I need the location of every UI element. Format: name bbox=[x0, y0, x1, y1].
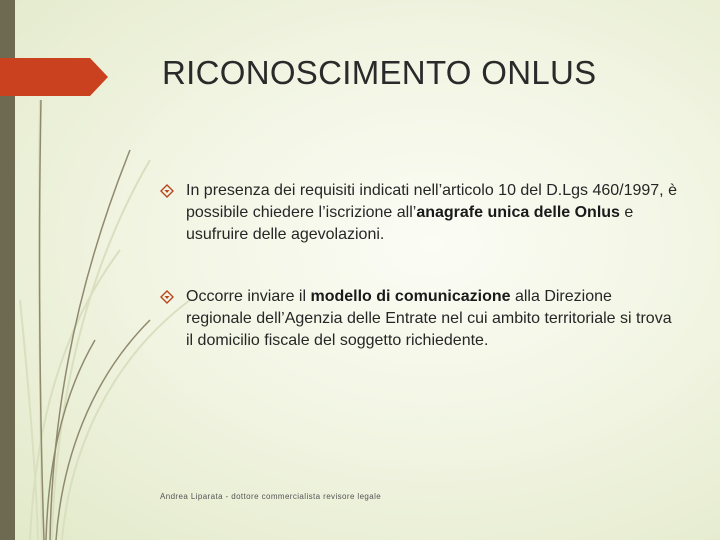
slide-title: RICONOSCIMENTO ONLUS bbox=[162, 54, 597, 91]
bullet-text-segment: Occorre inviare il bbox=[186, 288, 311, 305]
bullet-item-1 bbox=[160, 180, 680, 246]
bullet-bold-text: modello di comunicazione bbox=[310, 288, 511, 305]
bullet-text-2 bbox=[186, 286, 680, 352]
diamond-arrow-icon bbox=[160, 290, 174, 304]
footer-author: Andrea Liparata - dottore commercialista revisore legale bbox=[160, 492, 382, 501]
title-accent-tab bbox=[0, 58, 108, 96]
bullet-text-segment: In presenza dei requisiti indicati nell’articolo 10 del D.Lgs 460/1997, è possibile chiedere l’iscrizione all’ bbox=[186, 182, 677, 221]
bullet-bold-text: anagrafe unica delle Onlus bbox=[416, 204, 620, 221]
bullet-item-2 bbox=[160, 286, 680, 352]
diamond-arrow-icon bbox=[160, 184, 174, 198]
bullet-text-1 bbox=[186, 180, 680, 246]
bullet-text-segment: e usufruire delle agevolazioni. bbox=[186, 204, 634, 243]
bullet-text-segment: alla Direzione regionale dell’Agenzia delle Entrate nel cui ambito territoriale si trova il domicilio fiscale del soggetto richiedente. bbox=[186, 288, 672, 349]
